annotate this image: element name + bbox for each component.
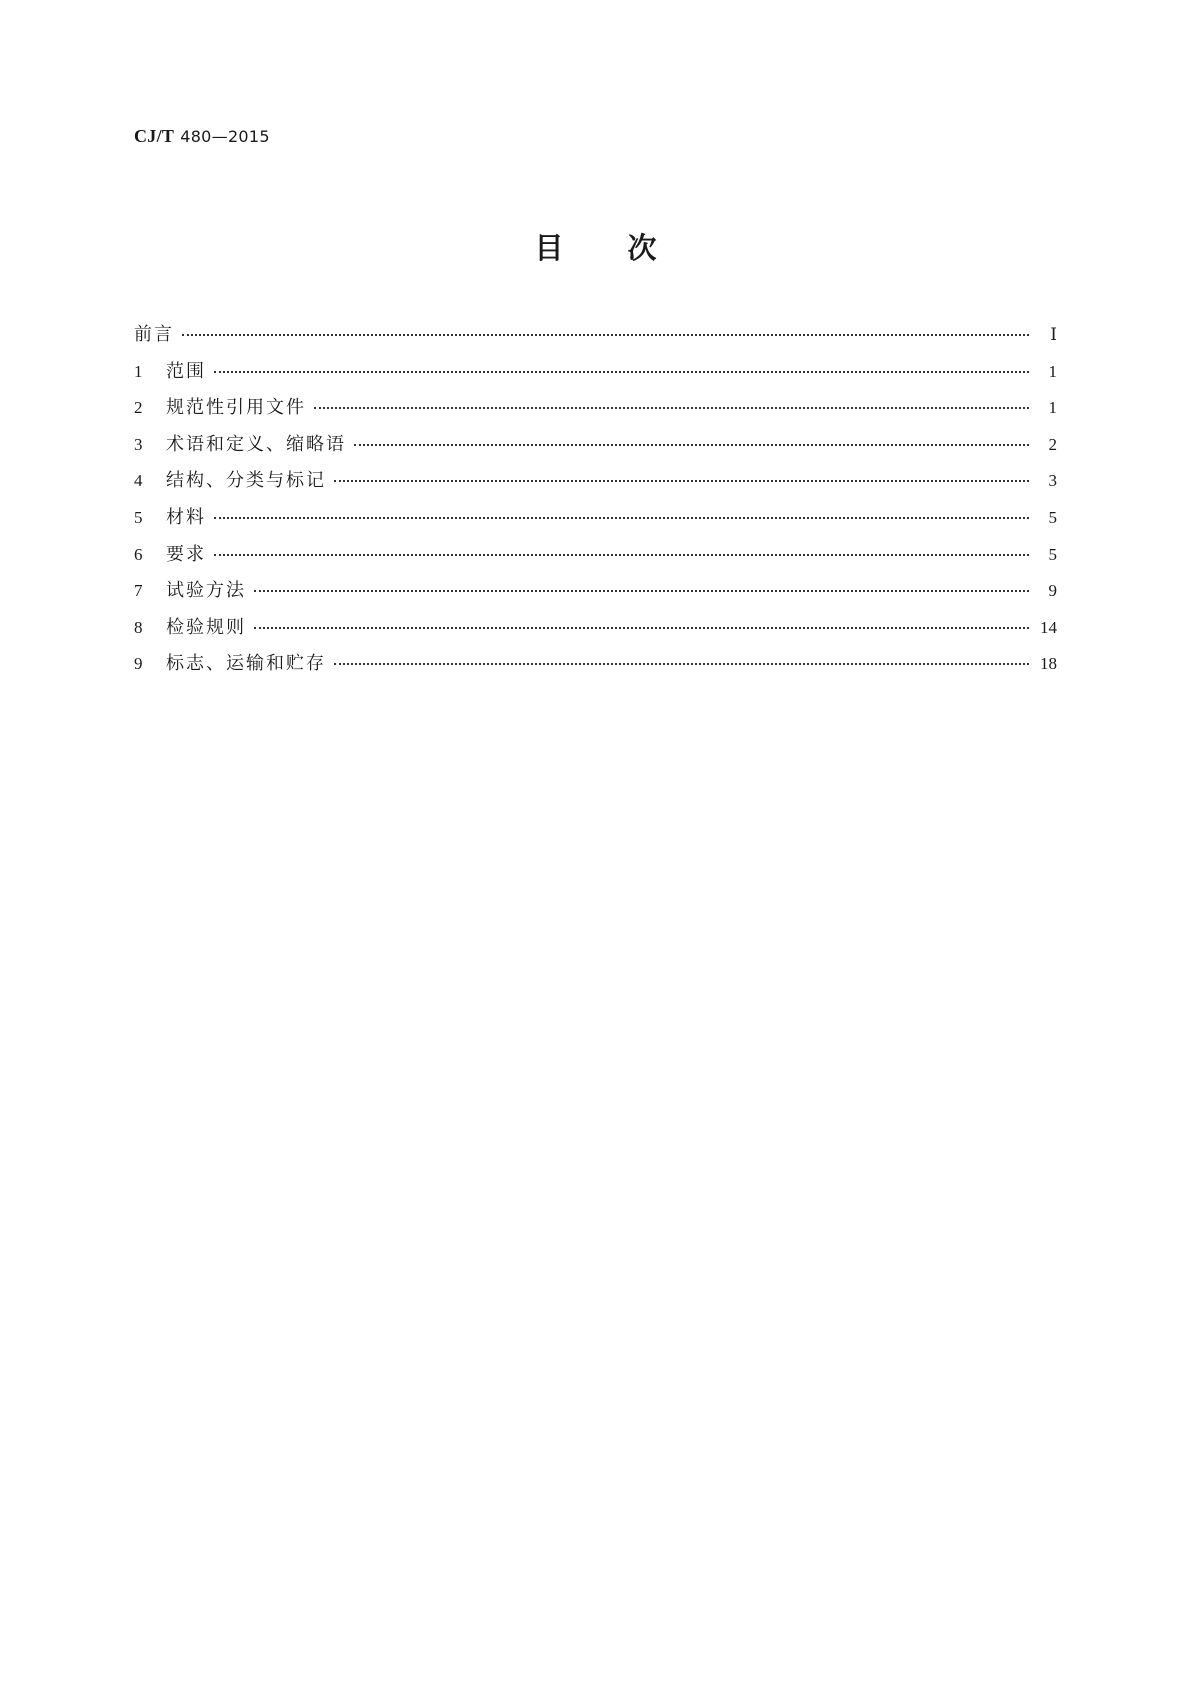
- toc-entry-9[interactable]: [134, 652, 1057, 689]
- toc-dot-leader: [214, 554, 1029, 556]
- toc-dot-leader: [214, 517, 1029, 519]
- toc-entry-2[interactable]: [134, 396, 1057, 433]
- document-code-prefix: CJ/T: [134, 126, 175, 146]
- toc-entry-number: 2: [134, 398, 143, 418]
- toc-entry-number: 1: [134, 361, 143, 381]
- toc-entry-number: 8: [134, 617, 143, 637]
- toc-title: 目次: [534, 231, 721, 265]
- toc-dot-leader: [354, 444, 1029, 446]
- toc-entry-label: 术语和定义、缩略语: [166, 433, 346, 455]
- toc-entry-label: 规范性引用文件: [166, 397, 306, 419]
- toc-dot-leader: [334, 480, 1029, 482]
- toc-entry-3[interactable]: [134, 433, 1057, 470]
- toc-entry-7[interactable]: [134, 579, 1057, 616]
- toc-entry-4[interactable]: [134, 469, 1057, 506]
- toc-entry-number: 9: [134, 654, 143, 674]
- toc-entry-label: 检验规则: [166, 616, 246, 638]
- toc-entry-label: 前言: [134, 324, 174, 345]
- toc-entry-page: 1: [1048, 361, 1057, 381]
- toc-entry-page: Ⅰ: [1050, 325, 1057, 344]
- toc-entry-6[interactable]: [134, 543, 1057, 580]
- toc-dot-leader: [334, 663, 1029, 665]
- toc-dot-leader: [314, 407, 1029, 409]
- toc-entry-number: 7: [134, 581, 143, 601]
- document-code-number: 480—2015: [180, 127, 270, 146]
- toc-entry-number: 6: [134, 544, 143, 564]
- toc-entry-label: 范围: [166, 360, 206, 382]
- toc-entry-page: 18: [1040, 654, 1057, 674]
- document-code: [134, 126, 270, 147]
- toc-entry-page: 3: [1048, 471, 1057, 491]
- toc-entry-number: 5: [134, 507, 143, 527]
- toc-entry-8[interactable]: [134, 616, 1057, 653]
- toc-dot-leader: [182, 334, 1029, 336]
- toc-entry-label: 标志、运输和贮存: [166, 653, 326, 675]
- toc-entry-label: 试验方法: [166, 580, 246, 602]
- toc-entry-foreword[interactable]: [134, 323, 1057, 360]
- toc-entry-page: 1: [1048, 398, 1057, 418]
- toc-dot-leader: [254, 590, 1029, 592]
- toc-entry-label: 材料: [166, 506, 206, 528]
- toc-dot-leader: [214, 371, 1029, 373]
- toc-entry-number: 3: [134, 434, 143, 454]
- toc-entry-page: 5: [1048, 507, 1057, 527]
- toc-entry-1[interactable]: [134, 360, 1057, 397]
- toc-entry-page: 5: [1048, 544, 1057, 564]
- toc-entry-page: 9: [1048, 581, 1057, 601]
- toc-entry-5[interactable]: [134, 506, 1057, 543]
- toc-dot-leader: [254, 627, 1029, 629]
- toc-entry-number: 4: [134, 471, 143, 491]
- toc-entry-label: 结构、分类与标记: [166, 470, 326, 492]
- toc-entry-label: 要求: [166, 543, 206, 565]
- toc-entry-page: 14: [1040, 617, 1057, 637]
- toc-entry-page: 2: [1048, 434, 1057, 454]
- table-of-contents: [134, 323, 1057, 689]
